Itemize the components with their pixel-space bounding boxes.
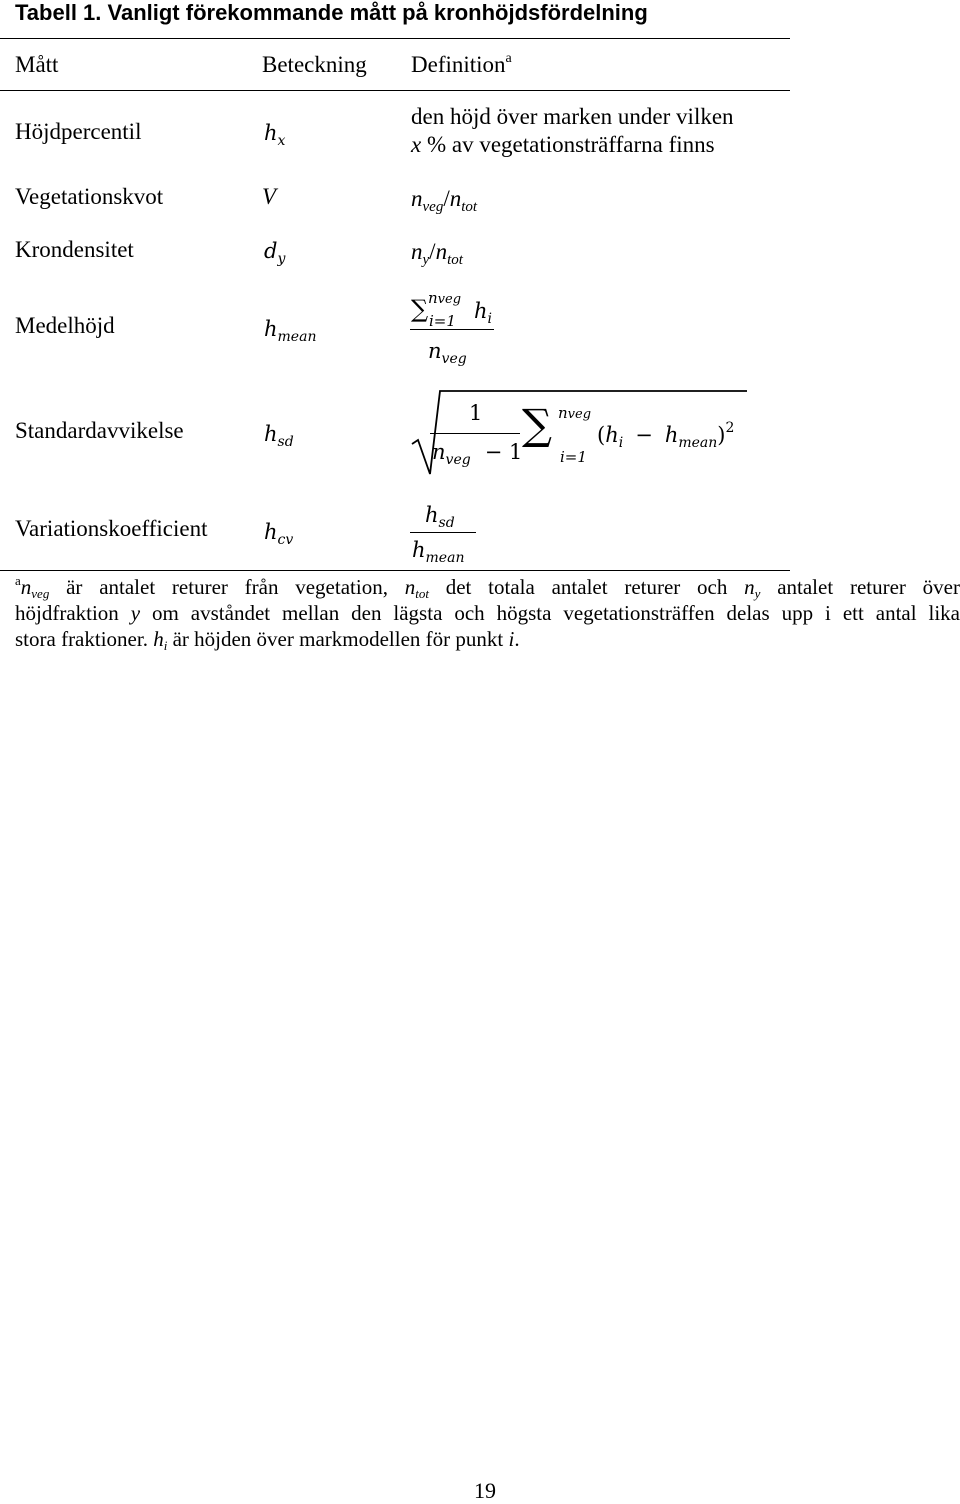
footnote-line-1: $^a$nveg är antalet returer från vegetation, ntot det totala antalet returer och ny antalet returer över (15, 573, 960, 601)
row-measure-vegetation-ratio: Vegetationskvot (15, 184, 164, 209)
definition-height-percentile: den höjd över marken under vilken x % av vegetationsträffarna finns (411, 104, 734, 157)
table-caption: Tabell 1. Vanligt förekommande mått på kronhöjdsfördelning (15, 0, 648, 25)
header-bottom-rule (0, 90, 790, 91)
header-symbol: Beteckning (262, 52, 367, 77)
symbol-h-x: $h_x$ (264, 121, 286, 149)
symbol-v: V (262, 184, 277, 209)
definition-crown-density: $n_y/n_{tot}$ (411, 239, 463, 268)
row-measure-height-percentile: Höjdpercentil (15, 119, 142, 144)
sum-lower-limit-sd: i=1 (560, 448, 587, 466)
table-footnote (15, 574, 960, 652)
sum-symbol-sd: ∑ (522, 400, 552, 449)
table-top-rule (0, 38, 790, 39)
row-measure-standard-deviation: Standardavvikelse (15, 418, 184, 443)
page-number: 19 (474, 1478, 496, 1503)
symbol-d-y: $d_y$ (264, 239, 286, 267)
row-measure-mean-height: Medelhöjd (15, 313, 115, 338)
header-measure: Mått (15, 52, 59, 77)
symbol-h-sd: $h_{sd}$ (264, 422, 294, 450)
sum-lower-limit: i=1 (429, 312, 456, 330)
footnote-line-2: höjdfraktion y om avståndet mellan den lägsta och högsta vegetationsträffen delas upp i ett antal lika (15, 601, 960, 625)
fraction-numerator-cv: $h_{sd}$ (425, 503, 455, 531)
fraction-bar-sd (430, 433, 520, 434)
table-bottom-rule (0, 570, 790, 571)
definition-vegetation-ratio: $n_{veg}/n_{tot}$ (411, 186, 478, 215)
sum-upper-limit: nveg (428, 289, 462, 307)
row-measure-crown-density: Krondensitet (15, 237, 134, 262)
sum-upper-limit-sd: nveg (558, 404, 592, 422)
header-definition: Definition$^a$ (411, 51, 512, 77)
fraction-numerator-one: 1 (469, 401, 483, 425)
sum-term: $h_i$ (474, 299, 493, 327)
fraction-denominator-cv: $h_{mean}$ (412, 538, 465, 566)
sum-term-sd: $(h_i - h_{mean})^2$ (597, 420, 735, 451)
footnote-line-3: stora fraktioner. hi är höjden över markmodellen för punkt i. (15, 627, 520, 653)
fraction-denominator: $n_{veg}$ (428, 339, 467, 367)
footnote-marker: a (505, 51, 512, 66)
fraction-bar-mean (410, 329, 494, 330)
sum-symbol: ∑ (411, 295, 429, 323)
symbol-h-mean: $h_{mean}$ (264, 317, 317, 345)
fraction-denominator-sd: $n_{veg} - 1$ (432, 440, 523, 468)
row-measure-coefficient-of-variation: Variationskoefficient (15, 516, 208, 541)
fraction-bar-cv (410, 532, 476, 533)
symbol-h-cv: $h_{cv}$ (264, 520, 294, 548)
